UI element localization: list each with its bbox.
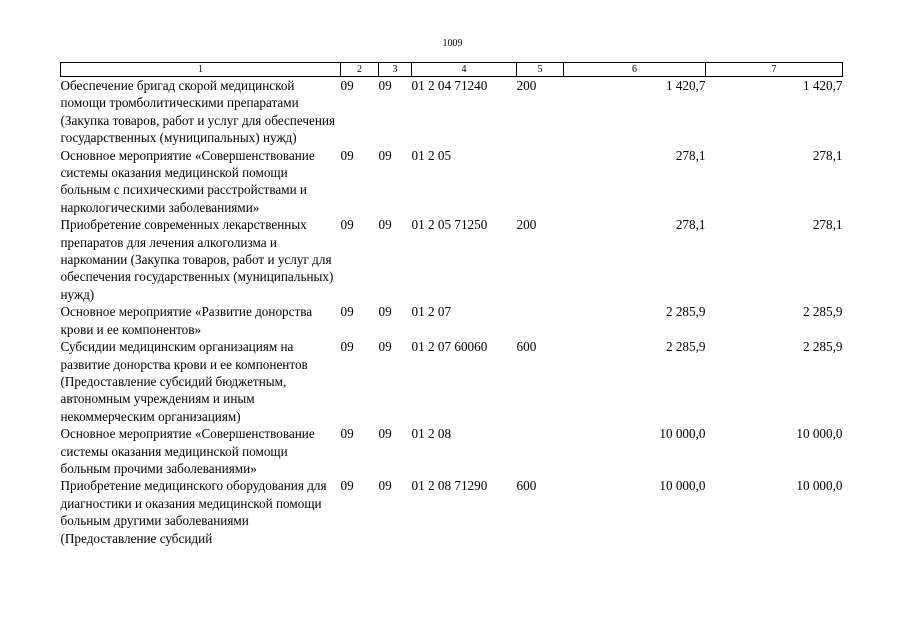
row-amount-1: 10 000,0 [659,478,706,494]
table-row [61,216,843,303]
row-name: Приобретение современных лекарственных препаратов для лечения алкоголизма и наркомании (Закупка товаров, работ и услуг для обеспечения государственных (муниципальных) нужд) [60,217,334,302]
row-section: 09 [340,217,354,233]
header-col-6: 6 [564,63,706,77]
table-row [61,477,843,547]
row-amount-2: 10 000,0 [796,478,843,494]
row-amount-2: 278,1 [812,147,843,163]
row-name: Субсидии медицинским организациям на развитие донорства крови и ее компонентов (Предоставление субсидий бюджетным, автономным учреждениям и иным некоммерческим организациям) [60,339,308,424]
row-subsection: 09 [378,478,392,494]
row-amount-2: 1 420,7 [802,78,843,93]
row-amount-1: 2 285,9 [665,339,706,355]
header-row [61,63,843,77]
table-row [61,338,843,425]
header-col-4: 4 [412,63,517,77]
table-body [61,77,843,547]
row-section: 09 [340,304,354,320]
row-target-article: 01 2 08 [411,426,452,442]
row-amount-1: 2 285,9 [665,304,706,320]
row-target-article: 01 2 07 60060 [411,339,488,355]
row-target-article: 01 2 07 [411,304,452,320]
header-col-7: 7 [706,63,843,77]
row-expense-type: 600 [516,339,537,355]
page-number: 1009 [442,38,463,49]
row-target-article: 01 2 08 71290 [411,478,488,494]
row-expense-type [517,425,564,477]
row-amount-1: 10 000,0 [659,426,706,442]
row-expense-type: 200 [516,78,537,93]
row-amount-2: 10 000,0 [796,426,843,442]
row-subsection: 09 [378,339,392,355]
row-name: Приобретение медицинского оборудования для диагностики и оказания медицинской помощи больным другими заболеваниями (Предоставление субсидий [60,478,327,546]
row-subsection: 09 [378,78,392,93]
row-expense-type [517,303,564,338]
header-col-1: 1 [61,63,341,77]
row-subsection: 09 [378,147,392,163]
budget-table [60,62,843,547]
table-header [61,63,843,77]
row-expense-type: 600 [516,478,537,494]
table-row [61,77,843,147]
header-col-3: 3 [379,63,412,77]
header-col-5: 5 [517,63,564,77]
row-amount-1: 278,1 [675,217,706,233]
row-amount-2: 2 285,9 [802,339,843,355]
row-section: 09 [340,478,354,494]
row-target-article: 01 2 05 [411,147,452,163]
table-row [61,303,843,338]
row-target-article: 01 2 04 71240 [411,78,488,93]
row-expense-type: 200 [516,217,537,233]
row-amount-2: 278,1 [812,217,843,233]
header-col-2: 2 [341,63,379,77]
row-amount-1: 1 420,7 [665,78,706,93]
table-row [61,147,843,217]
row-expense-type [517,147,564,217]
row-target-article: 01 2 05 71250 [411,217,488,233]
row-section: 09 [340,426,354,442]
row-name: Обеспечение бригад скорой медицинской помощи тромболитическими препаратами (Закупка товаров, работ и услуг для обеспечения государственных (муниципальных) нужд) [60,78,336,146]
row-subsection: 09 [378,304,392,320]
row-section: 09 [340,339,354,355]
row-section: 09 [340,147,354,163]
row-name: Основное мероприятие «Совершенствование системы оказания медицинской помощи больным прочими заболеваниями» [60,426,315,476]
row-subsection: 09 [378,217,392,233]
row-subsection: 09 [378,426,392,442]
row-amount-2: 2 285,9 [802,304,843,320]
table-row [61,425,843,477]
row-name: Основное мероприятие «Развитие донорства крови и ее компонентов» [60,304,313,337]
row-name: Основное мероприятие «Совершенствование системы оказания медицинской помощи больным с психическими расстройствами и наркологическими заболеваниями» [60,147,315,215]
row-amount-1: 278,1 [675,147,706,163]
row-section: 09 [340,78,354,93]
